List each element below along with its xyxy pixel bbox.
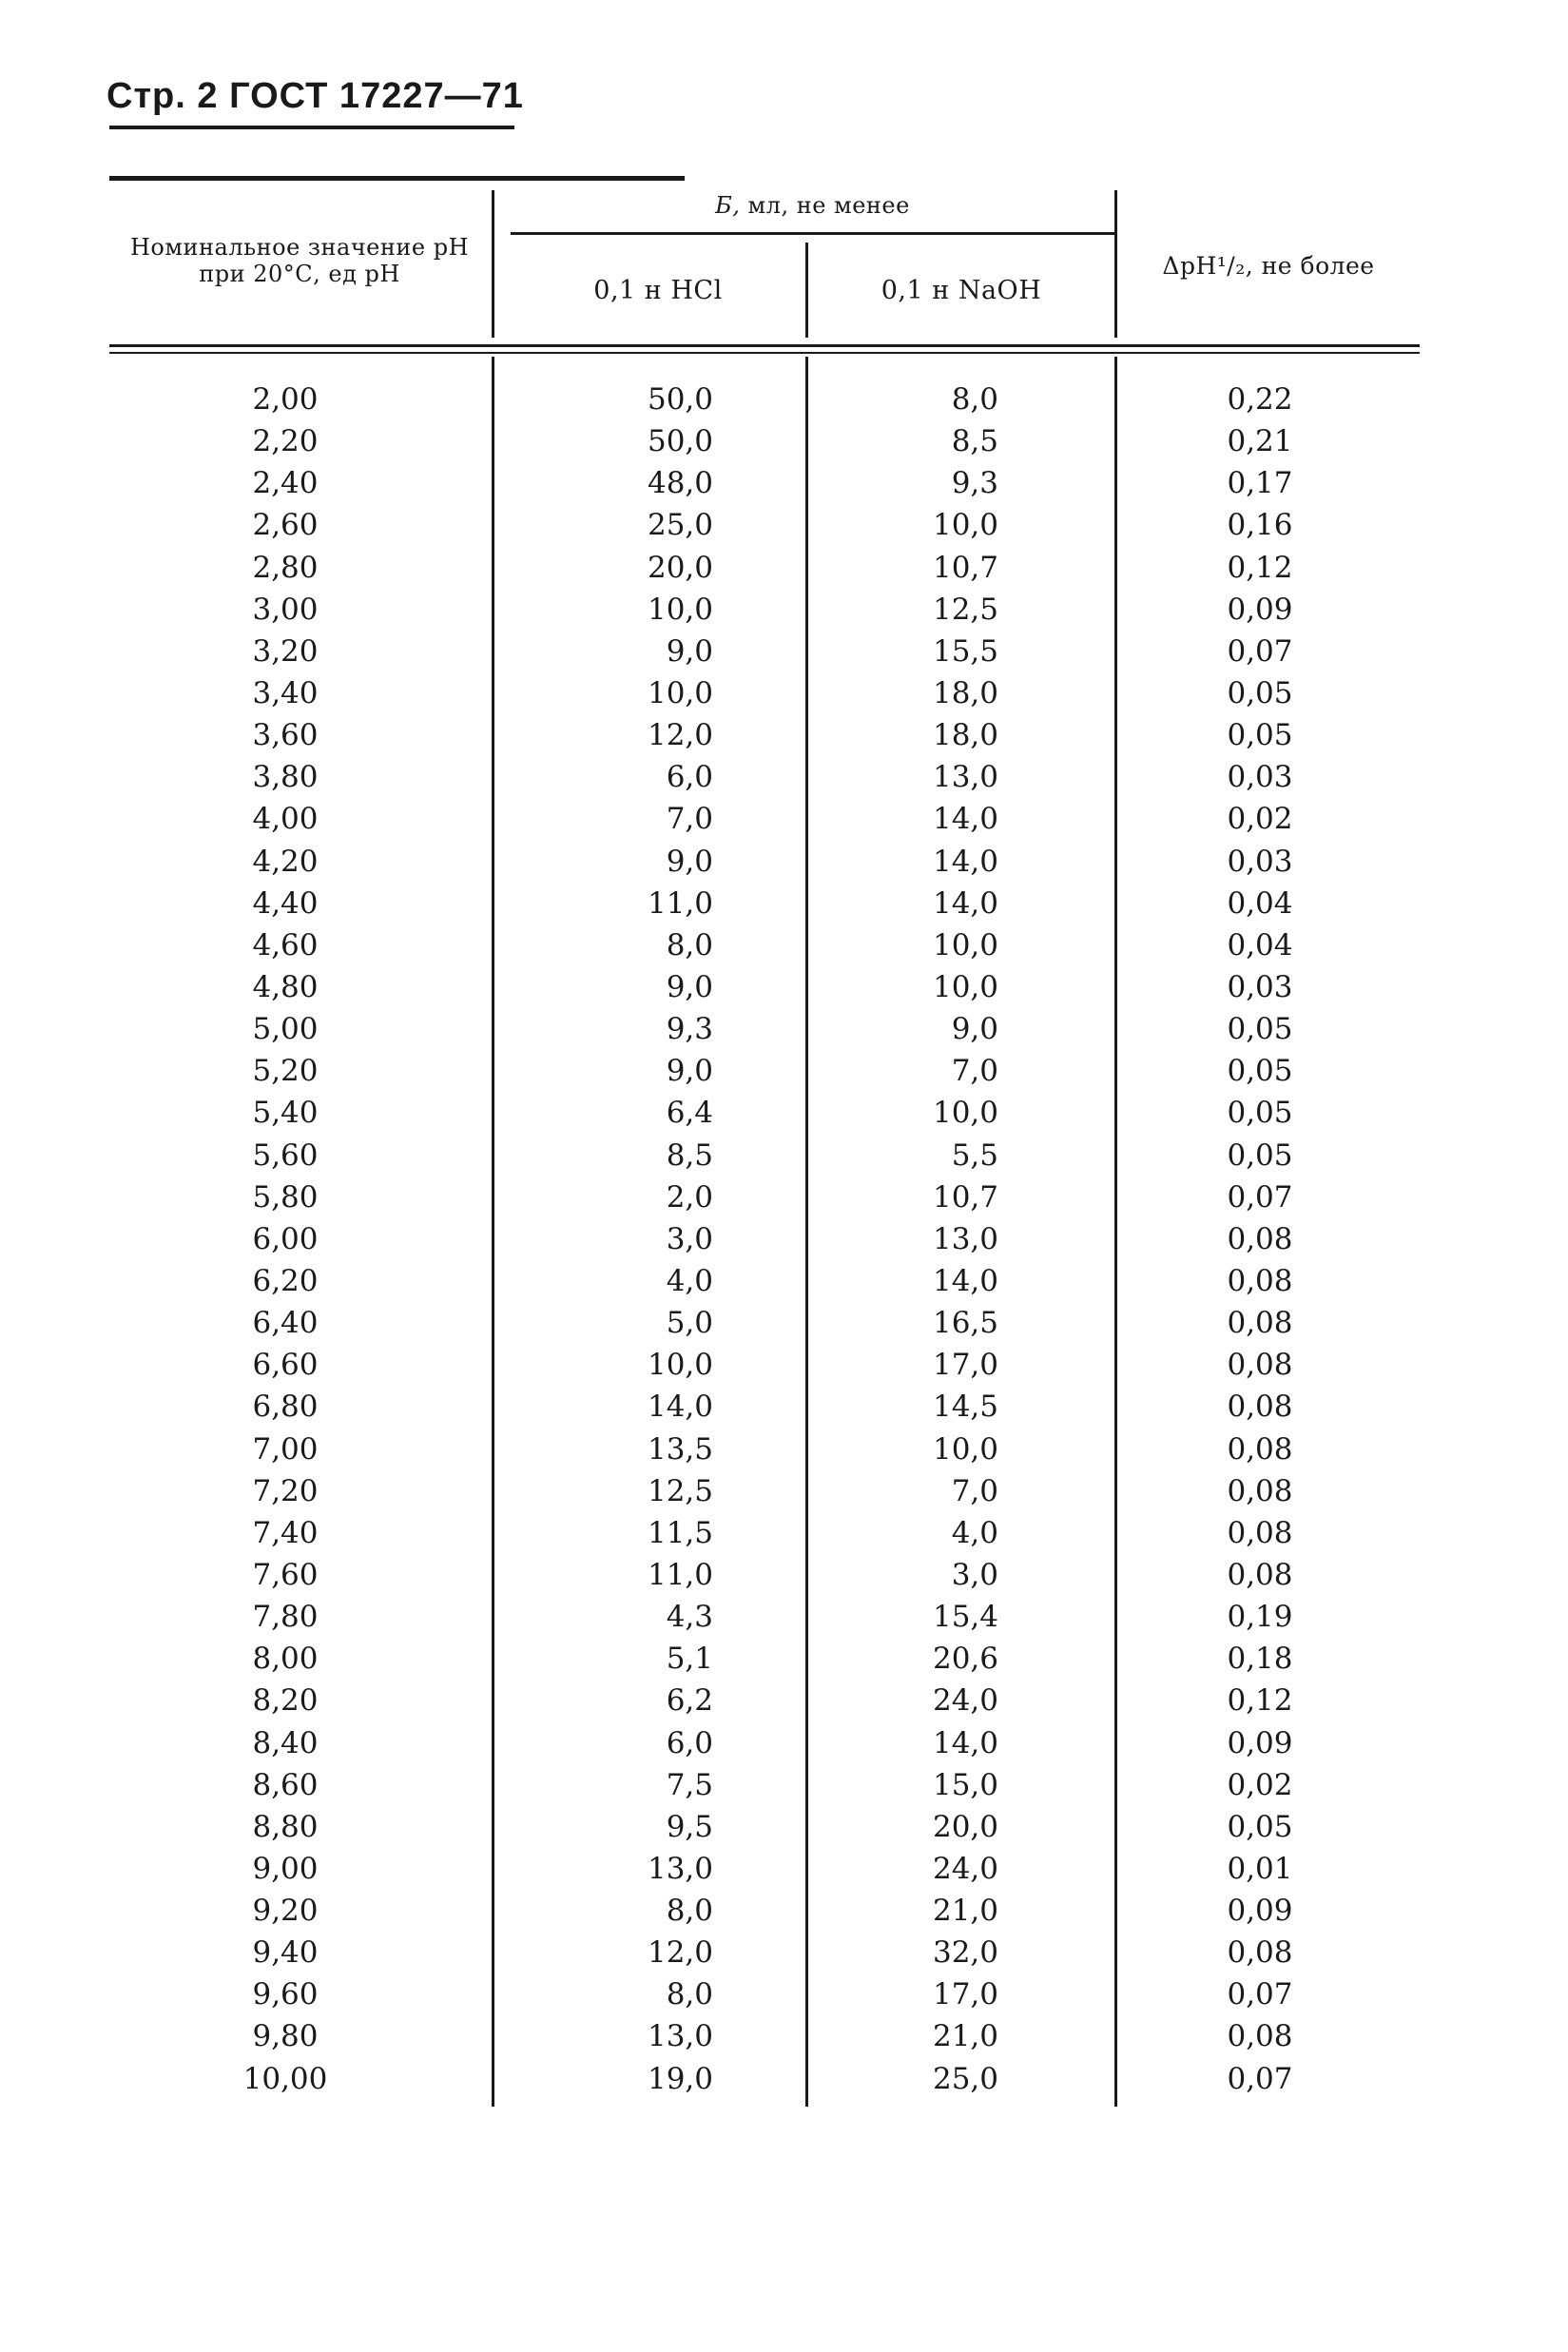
cell-delta-ph: 0,05: [1227, 1054, 1293, 1089]
cell-naoh: 13,0: [932, 760, 998, 795]
cell-naoh: 18,0: [932, 675, 998, 710]
cell-naoh: 10,0: [932, 1431, 998, 1467]
cell-hcl: 5,0: [666, 1306, 713, 1341]
cell-nominal-ph: 3,20: [252, 633, 319, 669]
cell-naoh: 5,5: [951, 1137, 998, 1173]
cell-naoh: 4,0: [951, 1515, 998, 1550]
cell-hcl: 9,5: [666, 1809, 713, 1844]
column-header-naoh: 0,1 н NaOH: [881, 276, 1042, 305]
cell-nominal-ph: 3,40: [252, 675, 319, 710]
cell-delta-ph: 0,22: [1227, 382, 1293, 417]
table-body: [0, 379, 1568, 2100]
table-row: [0, 1260, 1568, 1302]
table-row: [0, 1973, 1568, 2015]
cell-naoh: 20,0: [932, 1809, 998, 1844]
table-row: [0, 966, 1568, 1008]
cell-nominal-ph: 5,00: [252, 1012, 319, 1047]
table-row: [0, 379, 1568, 420]
cell-naoh: 14,0: [932, 1263, 998, 1298]
cell-hcl: 13,0: [647, 1851, 713, 1886]
cell-naoh: 17,0: [932, 1348, 998, 1383]
table-row: [0, 1008, 1568, 1050]
cell-delta-ph: 0,08: [1227, 2019, 1293, 2054]
table-row: [0, 841, 1568, 883]
cell-delta-ph: 0,03: [1227, 844, 1293, 879]
cell-delta-ph: 0,08: [1227, 1263, 1293, 1298]
cell-delta-ph: 0,16: [1227, 508, 1293, 543]
cell-naoh: 24,0: [932, 1683, 998, 1719]
cell-nominal-ph: 4,00: [252, 802, 319, 837]
cell-nominal-ph: 7,00: [252, 1431, 319, 1467]
cell-hcl: 50,0: [647, 424, 713, 459]
table-row: [0, 883, 1568, 924]
cell-hcl: 4,3: [666, 1600, 713, 1635]
cell-nominal-ph: 10,00: [242, 2061, 328, 2096]
cell-nominal-ph: 5,40: [252, 1096, 319, 1131]
cell-hcl: 25,0: [647, 508, 713, 543]
table-row: [0, 1932, 1568, 1973]
cell-hcl: 9,0: [666, 1054, 713, 1089]
cell-delta-ph: 0,18: [1227, 1642, 1293, 1677]
cell-naoh: 18,0: [932, 718, 998, 753]
cell-nominal-ph: 4,20: [252, 844, 319, 879]
cell-delta-ph: 0,08: [1227, 1935, 1293, 1971]
cell-delta-ph: 0,05: [1227, 675, 1293, 710]
cell-hcl: 6,2: [666, 1683, 713, 1719]
cell-nominal-ph: 4,80: [252, 969, 319, 1004]
table-row: [0, 504, 1568, 546]
cell-nominal-ph: 3,00: [252, 592, 319, 627]
cell-delta-ph: 0,05: [1227, 1809, 1293, 1844]
table-row: [0, 1806, 1568, 1848]
header-column-divider: [805, 243, 808, 338]
cell-hcl: 48,0: [647, 466, 713, 501]
cell-nominal-ph: 6,60: [252, 1348, 319, 1383]
cell-naoh: 32,0: [932, 1935, 998, 1971]
cell-hcl: 3,0: [666, 1221, 713, 1256]
table-row: [0, 1512, 1568, 1554]
cell-naoh: 15,0: [932, 1767, 998, 1802]
cell-hcl: 10,0: [647, 675, 713, 710]
table-row: [0, 1176, 1568, 1218]
cell-hcl: 14,0: [647, 1390, 713, 1425]
cell-hcl: 6,4: [666, 1096, 713, 1131]
cell-delta-ph: 0,09: [1227, 1894, 1293, 1929]
cell-delta-ph: 0,08: [1227, 1221, 1293, 1256]
table-row: [0, 420, 1568, 462]
cell-nominal-ph: 2,80: [252, 550, 319, 585]
table-row: [0, 1680, 1568, 1721]
cell-delta-ph: 0,07: [1227, 2061, 1293, 2096]
cell-nominal-ph: 2,40: [252, 466, 319, 501]
table-row: [0, 589, 1568, 631]
cell-hcl: 12,0: [647, 1935, 713, 1971]
cell-nominal-ph: 8,00: [252, 1642, 319, 1677]
cell-delta-ph: 0,08: [1227, 1431, 1293, 1467]
table-row: [0, 1722, 1568, 1764]
cell-hcl: 10,0: [647, 1348, 713, 1383]
cell-naoh: 14,0: [932, 1725, 998, 1760]
cell-delta-ph: 0,08: [1227, 1348, 1293, 1383]
cell-nominal-ph: 4,60: [252, 927, 319, 962]
cell-nominal-ph: 6,80: [252, 1390, 319, 1425]
column-header-delta-ph: ΔpH¹/₂, не более: [1162, 252, 1375, 280]
cell-delta-ph: 0,05: [1227, 1137, 1293, 1173]
table-row: [0, 2015, 1568, 2057]
cell-nominal-ph: 5,80: [252, 1179, 319, 1215]
cell-hcl: 5,1: [666, 1642, 713, 1677]
cell-hcl: 10,0: [647, 592, 713, 627]
cell-hcl: 12,5: [647, 1473, 713, 1508]
cell-naoh: 15,5: [932, 633, 998, 669]
cell-delta-ph: 0,12: [1227, 1683, 1293, 1719]
cell-nominal-ph: 6,00: [252, 1221, 319, 1256]
table-row: [0, 1302, 1568, 1344]
cell-nominal-ph: 3,60: [252, 718, 319, 753]
cell-naoh: 3,0: [951, 1557, 998, 1592]
cell-naoh: 10,0: [932, 927, 998, 962]
cell-hcl: 4,0: [666, 1263, 713, 1298]
cell-nominal-ph: 9,40: [252, 1935, 319, 1971]
cell-naoh: 21,0: [932, 2019, 998, 2054]
cell-nominal-ph: 5,60: [252, 1137, 319, 1173]
cell-nominal-ph: 7,80: [252, 1600, 319, 1635]
table-row: [0, 1764, 1568, 1806]
cell-nominal-ph: 5,20: [252, 1054, 319, 1089]
cell-delta-ph: 0,08: [1227, 1390, 1293, 1425]
cell-delta-ph: 0,08: [1227, 1515, 1293, 1550]
cell-naoh: 10,0: [932, 1096, 998, 1131]
cell-delta-ph: 0,08: [1227, 1473, 1293, 1508]
cell-hcl: 7,5: [666, 1767, 713, 1802]
cell-naoh: 8,5: [951, 424, 998, 459]
table-row: [0, 1092, 1568, 1134]
column-group-header-b-symbol: Б,: [715, 192, 741, 219]
cell-delta-ph: 0,05: [1227, 718, 1293, 753]
cell-hcl: 8,0: [666, 1977, 713, 2012]
cell-hcl: 6,0: [666, 760, 713, 795]
cell-naoh: 16,5: [932, 1306, 998, 1341]
cell-naoh: 14,5: [932, 1390, 998, 1425]
cell-naoh: 24,0: [932, 1851, 998, 1886]
table-row: [0, 1848, 1568, 1890]
table-row: [0, 756, 1568, 798]
table-row: [0, 798, 1568, 840]
cell-nominal-ph: 7,20: [252, 1473, 319, 1508]
cell-nominal-ph: 9,20: [252, 1894, 319, 1929]
cell-nominal-ph: 7,40: [252, 1515, 319, 1550]
cell-nominal-ph: 8,80: [252, 1809, 319, 1844]
cell-naoh: 9,0: [951, 1012, 998, 1047]
table-row: [0, 1218, 1568, 1260]
cell-hcl: 8,0: [666, 1894, 713, 1929]
cell-delta-ph: 0,19: [1227, 1600, 1293, 1635]
column-group-header-b: [511, 192, 1114, 219]
table-row: [0, 1429, 1568, 1470]
cell-nominal-ph: 6,40: [252, 1306, 319, 1341]
cell-naoh: 14,0: [932, 844, 998, 879]
cell-hcl: 8,0: [666, 927, 713, 962]
header-bottom-rule: [109, 352, 1420, 354]
cell-delta-ph: 0,12: [1227, 550, 1293, 585]
column-group-header-b-text: мл, не менее: [740, 192, 910, 219]
cell-delta-ph: 0,08: [1227, 1306, 1293, 1341]
header-column-divider: [1114, 190, 1117, 338]
cell-hcl: 20,0: [647, 550, 713, 585]
cell-hcl: 6,0: [666, 1725, 713, 1760]
cell-delta-ph: 0,07: [1227, 1179, 1293, 1215]
cell-hcl: 7,0: [666, 802, 713, 837]
cell-nominal-ph: 8,60: [252, 1767, 319, 1802]
table-row: [0, 631, 1568, 672]
cell-naoh: 14,0: [932, 802, 998, 837]
cell-nominal-ph: 3,80: [252, 760, 319, 795]
cell-delta-ph: 0,03: [1227, 969, 1293, 1004]
cell-hcl: 12,0: [647, 718, 713, 753]
table-row: [0, 1638, 1568, 1680]
table-row: [0, 2058, 1568, 2100]
cell-naoh: 10,7: [932, 550, 998, 585]
header-bottom-rule: [109, 344, 1420, 347]
cell-delta-ph: 0,02: [1227, 802, 1293, 837]
cell-nominal-ph: 8,40: [252, 1725, 319, 1760]
cell-naoh: 25,0: [932, 2061, 998, 2096]
cell-delta-ph: 0,07: [1227, 1977, 1293, 2012]
header-rule: [109, 126, 514, 129]
cell-hcl: 13,5: [647, 1431, 713, 1467]
table-row: [0, 1890, 1568, 1932]
cell-nominal-ph: 9,60: [252, 1977, 319, 2012]
cell-delta-ph: 0,01: [1227, 1851, 1293, 1886]
table-row: [0, 1386, 1568, 1428]
cell-naoh: 7,0: [951, 1054, 998, 1089]
cell-hcl: 19,0: [647, 2061, 713, 2096]
cell-naoh: 7,0: [951, 1473, 998, 1508]
cell-naoh: 20,6: [932, 1642, 998, 1677]
cell-delta-ph: 0,09: [1227, 592, 1293, 627]
page-header: Стр. 2 ГОСТ 17227—71: [106, 76, 524, 116]
table-row: [0, 672, 1568, 714]
cell-nominal-ph: 9,80: [252, 2019, 319, 2054]
cell-delta-ph: 0,07: [1227, 633, 1293, 669]
table-row: [0, 1554, 1568, 1596]
cell-hcl: 9,0: [666, 844, 713, 879]
cell-naoh: 8,0: [951, 382, 998, 417]
table-row: [0, 924, 1568, 966]
cell-nominal-ph: 2,00: [252, 382, 319, 417]
table-row: [0, 1596, 1568, 1638]
table-row: [0, 1344, 1568, 1386]
table-row: [0, 1135, 1568, 1176]
cell-hcl: 50,0: [647, 382, 713, 417]
cell-delta-ph: 0,05: [1227, 1012, 1293, 1047]
cell-hcl: 11,5: [647, 1515, 713, 1550]
cell-hcl: 11,0: [647, 1557, 713, 1592]
cell-delta-ph: 0,08: [1227, 1557, 1293, 1592]
cell-nominal-ph: 9,00: [252, 1851, 319, 1886]
header-column-divider: [492, 190, 494, 338]
cell-delta-ph: 0,05: [1227, 1096, 1293, 1131]
cell-hcl: 9,3: [666, 1012, 713, 1047]
cell-naoh: 15,4: [932, 1600, 998, 1635]
table-top-rule: [109, 176, 685, 181]
cell-naoh: 12,5: [932, 592, 998, 627]
cell-naoh: 13,0: [932, 1221, 998, 1256]
cell-naoh: 10,0: [932, 508, 998, 543]
table-row: [0, 547, 1568, 589]
cell-delta-ph: 0,03: [1227, 760, 1293, 795]
cell-nominal-ph: 2,60: [252, 508, 319, 543]
cell-delta-ph: 0,02: [1227, 1767, 1293, 1802]
column-group-rule: [511, 232, 1114, 235]
cell-delta-ph: 0,09: [1227, 1725, 1293, 1760]
cell-hcl: 13,0: [647, 2019, 713, 2054]
cell-naoh: 17,0: [932, 1977, 998, 2012]
cell-delta-ph: 0,21: [1227, 424, 1293, 459]
cell-naoh: 10,0: [932, 969, 998, 1004]
cell-nominal-ph: 7,60: [252, 1557, 319, 1592]
cell-delta-ph: 0,04: [1227, 885, 1293, 921]
cell-nominal-ph: 8,20: [252, 1683, 319, 1719]
cell-nominal-ph: 4,40: [252, 885, 319, 921]
cell-hcl: 9,0: [666, 633, 713, 669]
cell-nominal-ph: 2,20: [252, 424, 319, 459]
cell-naoh: 14,0: [932, 885, 998, 921]
table-row: [0, 462, 1568, 504]
cell-hcl: 11,0: [647, 885, 713, 921]
table-row: [0, 1470, 1568, 1512]
cell-delta-ph: 0,04: [1227, 927, 1293, 962]
table-row: [0, 714, 1568, 756]
column-header-nominal-ph: Номинальное значение pH при 20°С, ед pH: [129, 234, 470, 287]
column-header-hcl: 0,1 н HCl: [593, 276, 723, 305]
table-row: [0, 1050, 1568, 1092]
cell-naoh: 21,0: [932, 1894, 998, 1929]
cell-hcl: 9,0: [666, 969, 713, 1004]
cell-nominal-ph: 6,20: [252, 1263, 319, 1298]
cell-naoh: 10,7: [932, 1179, 998, 1215]
cell-delta-ph: 0,17: [1227, 466, 1293, 501]
cell-hcl: 2,0: [666, 1179, 713, 1215]
cell-hcl: 8,5: [666, 1137, 713, 1173]
cell-naoh: 9,3: [951, 466, 998, 501]
